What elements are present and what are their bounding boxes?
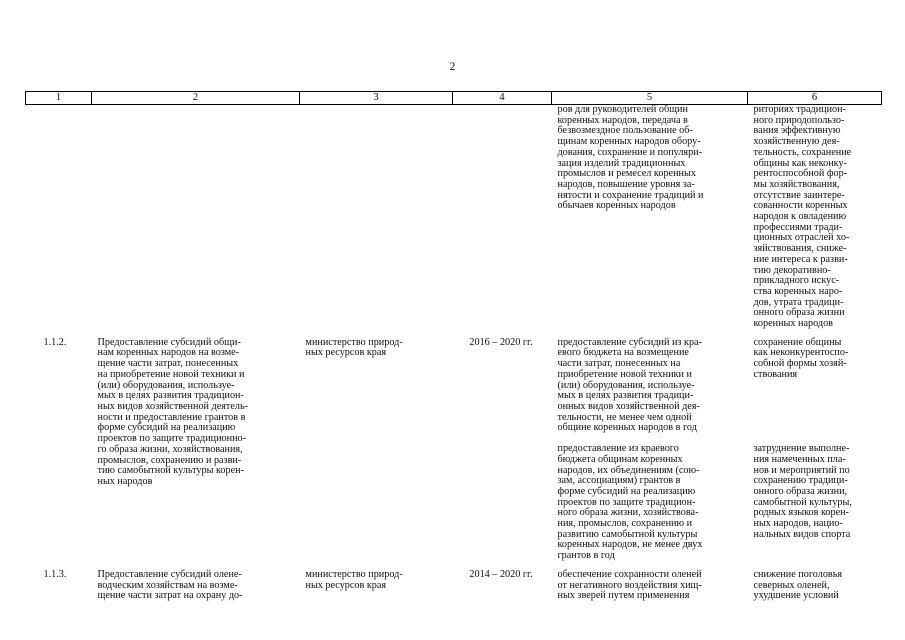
measures-table — [25, 91, 882, 602]
table-row — [26, 105, 882, 330]
column-header: 3 — [300, 92, 453, 105]
table-row — [26, 338, 882, 444]
table-header-row — [26, 92, 882, 105]
page-number: 2 — [449, 61, 456, 73]
result-cell: обеспечение сохранности оленей от негативного воздействия хищ- ных зверей путем применения — [557, 568, 702, 602]
result-cell: предоставление из краевого бюджета общинам коренных народов, их объединениям (сою- зам, ассоциациям) грантов в форме субсидий на реализацию проектов по защите традицион- ного образа жизни, хозяйствова- ния, промыслов, сохранению и развитию самобытной культуры коренных народов, не менее двух грантов в год — [557, 443, 703, 562]
column-header: 1 — [26, 92, 92, 105]
executor-cell: министерство природ- ных ресурсов края — [305, 568, 403, 591]
risk-cell: снижение поголовья северных оленей, ухудшение условий — [753, 568, 843, 602]
result-cell: предоставление субсидий из кра- евого бюджета на возмещение части затрат, понесенных на приобретение новой техники и (или) оборудования, используе- мых в целях развития традици- онных видов хозяйственной дея- тельности, не менее чем одной общине коренных народов в год — [557, 336, 702, 434]
period-cell: 2016 – 2020 гг. — [469, 336, 533, 348]
period-cell: 2014 – 2020 гг. — [469, 568, 533, 580]
measure-description: Предоставление субсидий олене- водческим хозяйствам на возме- щение части затрат на охрану до- — [97, 568, 243, 602]
executor-cell: министерство природ- ных ресурсов края — [305, 336, 403, 359]
measure-description: Предоставление субсидий общи- нам коренных народов на возме- щение части затрат, понесенных на приобретение новой техники и (или) оборудования, используе- мых в целях развития традицион- ных видов хозяйственной деятель- ности и предоставление грантов в форме субсидий на реализацию проектов по защите традиционно- го образа жизни, хозяйствования, промыслов, сохранению и разви- тию самобытной культуры корен- ных народов — [97, 336, 249, 487]
column-header: 6 — [748, 92, 882, 105]
column-header: 2 — [92, 92, 300, 105]
measure-code: 1.1.3. — [43, 568, 67, 580]
column-header: 5 — [552, 92, 748, 105]
column-header: 4 — [453, 92, 552, 105]
measure-code: 1.1.2. — [43, 336, 67, 348]
risk-cell: сохранение общины как неконкурентоспо- собной формы хозяй- ствования — [753, 336, 849, 380]
risk-cell: риториях традицион- ного природопользо- вания эффективную хозяйственную дея- тельность, сохранение общины как неконку- рентоспособной фор- мы хозяйствования, отсутствие заинтере- сованности коренных народов к овладению профессиями тради- ционных отраслей хо- зяйствования, сниже- ние интереса к разви- тию декоративно- прикладного искус- ства коренных наро- дов, утрата традици- онного образа жизни коренных народов — [753, 104, 852, 330]
risk-cell: затруднение выполне- ния намеченных пла- нов и мероприятий по сохранению традици- онного образа жизни, самобытной культуры, родных языков корен- ных народов, нацио- нальных видов спорта — [753, 443, 852, 540]
table-row — [26, 570, 882, 602]
result-cell: ров для руководителей общин коренных народов, передача в безвозмездное пользование об- щинам коренных народов обору- дования, сохранение и популяри- зация изделий традиционных промыслов и ремесел коренных народов, повышение уровня за- нятости и сохранение традиций и обычаев коренных народов — [557, 104, 704, 212]
